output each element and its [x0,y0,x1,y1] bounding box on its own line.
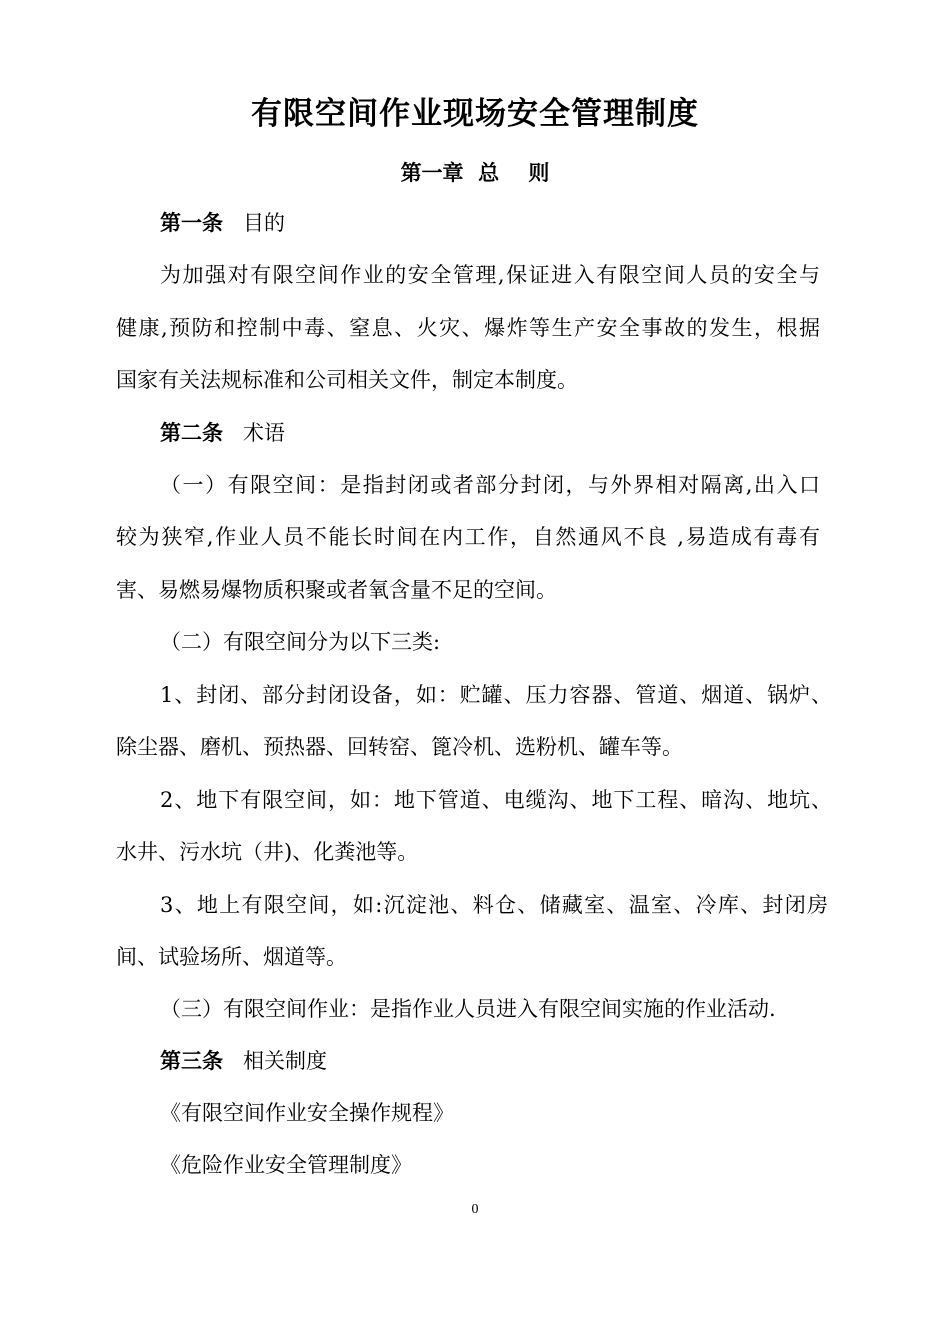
article-1-line-1: 为加强对有限空间作业的安全管理,保证进入有限空间人员的安全与 [160,263,820,287]
article-1-line-3: 国家有关法规标准和公司相关文件，制定本制度。 [116,368,578,392]
article-2-line-8: 水井、污水坑（井)、化粪池等。 [116,840,419,864]
article-2-heading [160,418,285,448]
article-2-line-1: （一）有限空间：是指封闭或者部分封闭，与外界相对隔离,出入口 [160,473,820,497]
page-number: 0 [471,1202,479,1217]
article-2-line-4: （二）有限空间分为以下三类: [160,630,441,654]
article-3-name: 相关制度 [243,1049,328,1073]
article-2-name: 术语 [243,421,286,445]
article-2-line-9: 3、地上有限空间，如:沉淀池、料仓、储藏室、温室、冷库、封闭房 [160,893,828,917]
article-2-line-2: 较为狭窄,作业人员不能长时间在内工作，自然通风不良 ,易造成有毒有 [116,525,820,549]
article-2-line-10: 间、试验场所、烟道等。 [116,945,347,969]
document-title: 有限空间作业现场安全管理制度 [251,96,699,132]
article-3-line-1: 《有限空间作业安全操作规程》 [160,1101,454,1125]
chapter-title: 第一章 总 则 [400,161,550,185]
article-1-name: 目的 [243,211,286,235]
article-3-number: 第三条 [160,1049,223,1073]
article-3-line-2: 《危险作业安全管理制度》 [160,1153,412,1177]
article-2-line-11: （三）有限空间作业：是指作业人员进入有限空间实施的作业活动. [160,997,776,1021]
article-2-line-7: 2、地下有限空间，如：地下管道、电缆沟、地下工程、暗沟、地坑、 [160,788,832,812]
article-1-number: 第一条 [160,211,223,235]
article-1-line-2: 健康,预防和控制中毒、窒息、火灾、爆炸等生产安全事故的发生，根据 [116,316,820,340]
article-3-heading [160,1046,327,1076]
article-2-number: 第二条 [160,421,223,445]
article-2-line-6: 除尘器、磨机、预热器、回转窑、篦冷机、选粉机、罐车等。 [116,735,683,759]
article-1-heading [160,208,285,238]
article-2-line-5: 1、封闭、部分封闭设备，如：贮罐、压力容器、管道、烟道、锅炉、 [160,683,832,707]
article-2-line-3: 害、易燃易爆物质积聚或者氧含量不足的空间。 [116,578,557,602]
